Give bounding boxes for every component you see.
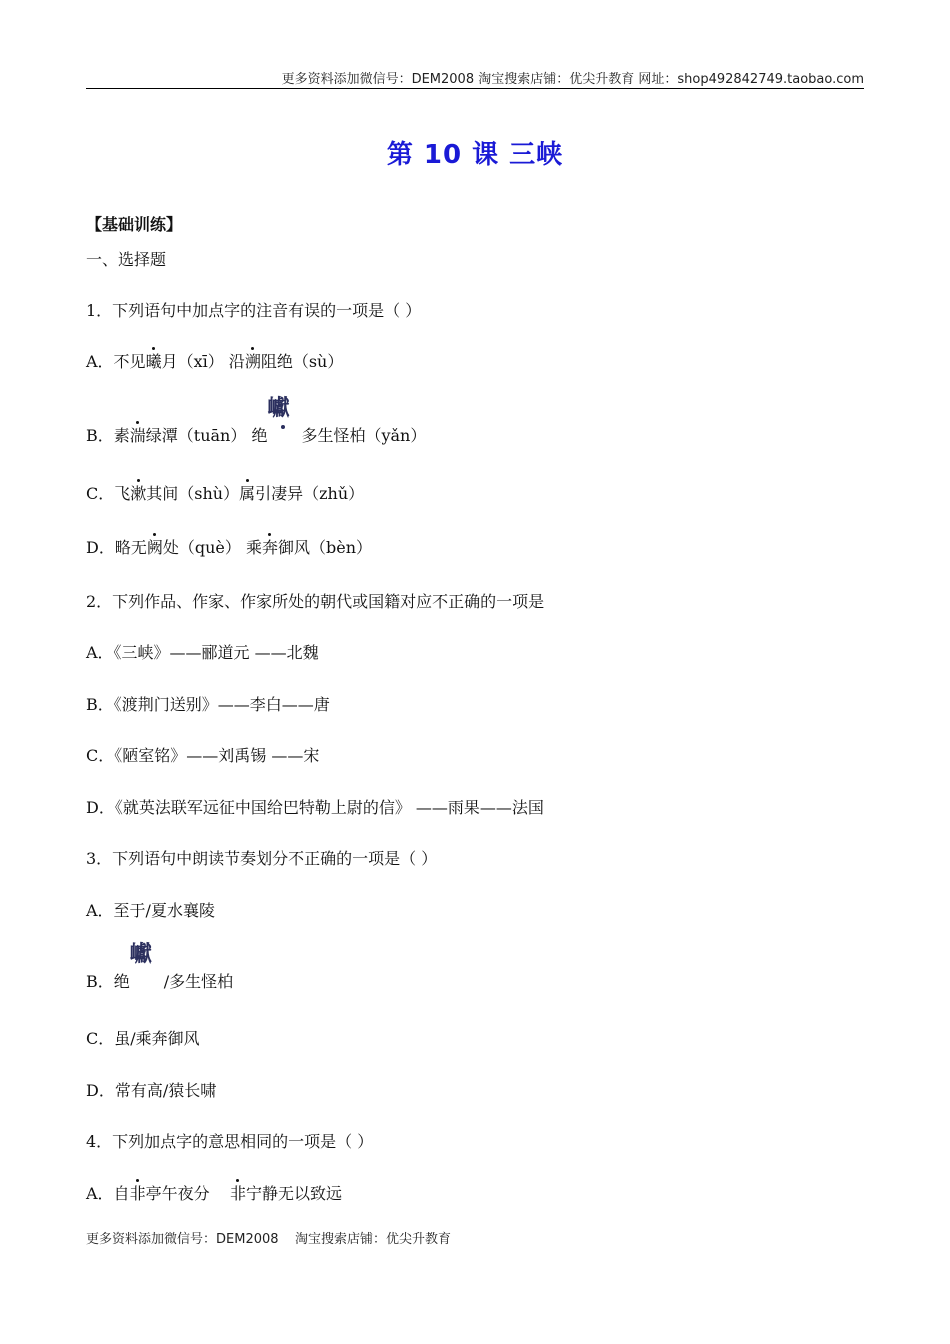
text-segment: 处（què） 乘 [162, 538, 262, 557]
page-footer: 更多资料添加微信号：DEM2008 淘宝搜索店铺：优尖升教育 [86, 1232, 452, 1247]
text-segment: 御风（bèn） [277, 538, 373, 557]
question-1-option-d [86, 538, 372, 558]
question-3-option-a: A．至于/夏水襄陵 [86, 901, 215, 920]
image-glyph: 巘 [267, 396, 287, 421]
dotted-char: 属 [239, 484, 256, 503]
header-rule [86, 88, 864, 89]
dotted-char: 溯 [244, 352, 261, 371]
question-1-option-b [86, 396, 427, 446]
text-segment: 多生怪柏（yǎn） [301, 426, 427, 445]
page-title: 第 10 课 三峡 [386, 140, 564, 170]
text-segment: 宁静无以致远 [245, 1184, 342, 1203]
text-segment: 绿潭（tuān） 绝 [145, 426, 268, 445]
page-header: 更多资料添加微信号：DEM2008 淘宝搜索店铺：优尖升教育 网址：shop492842749.taobao.com [281, 72, 864, 87]
dotted-char: 湍 [129, 426, 146, 445]
text-segment: 其间（shù） [146, 484, 240, 503]
text-segment: 亭午夜分 [145, 1184, 230, 1203]
text-segment: C．飞 [86, 484, 131, 503]
question-2-option-a: A．《三峡》——郦道元 ——北魏 [86, 643, 319, 662]
text-segment: 引凄异（zhǔ） [255, 484, 365, 503]
text-segment: 月（xī） 沿 [161, 352, 245, 371]
question-4-option-a [86, 1184, 342, 1204]
question-2-stem: 2．下列作品、作家、作家所处的朝代或国籍对应不正确的一项是 [86, 592, 545, 611]
section-heading: 【基础训练】 [86, 215, 183, 234]
dotted-char: 曦 [145, 352, 162, 371]
text-segment: 阻绝（sù） [260, 352, 344, 371]
text-segment: D．略无 [86, 538, 147, 557]
text-segment: B．绝 [86, 972, 130, 991]
text-segment: A．自 [86, 1184, 130, 1203]
question-2-option-b: B．《渡荆门送别》——李白——唐 [86, 695, 330, 714]
question-2-option-d: D．《就英法联军远征中国给巴特勒上尉的信》 ——雨果——法国 [86, 798, 544, 817]
text-segment: A．不见 [86, 352, 146, 371]
question-1-stem: 1．下列语句中加点字的注音有误的一项是（ ） [86, 301, 422, 320]
question-4-stem: 4．下列加点字的意思相同的一项是（ ） [86, 1132, 374, 1151]
text-segment: B．素 [86, 426, 130, 445]
text-segment: /多生怪柏 [163, 972, 234, 991]
dotted-char: 奔 [261, 538, 278, 557]
character-image [267, 396, 299, 441]
dotted-char: 非 [229, 1184, 246, 1203]
character-image [129, 942, 162, 987]
question-3-option-d: D．常有高/猿长啸 [86, 1081, 217, 1100]
question-2-option-c: C．《陋室铭》——刘禹锡 ——宋 [86, 746, 320, 765]
glyph-dot [281, 425, 285, 429]
question-1-option-a [86, 352, 343, 372]
question-1-option-c [86, 484, 364, 504]
dotted-char: 漱 [130, 484, 147, 503]
dotted-char: 阙 [146, 538, 163, 557]
dotted-char: 非 [129, 1184, 146, 1203]
part-heading: 一、选择题 [86, 250, 167, 269]
image-glyph: 巘 [129, 942, 149, 967]
question-3-option-b [86, 942, 234, 992]
question-3-option-c: C．虽/乘奔御风 [86, 1029, 200, 1048]
question-3-stem: 3．下列语句中朗读节奏划分不正确的一项是（ ） [86, 849, 438, 868]
